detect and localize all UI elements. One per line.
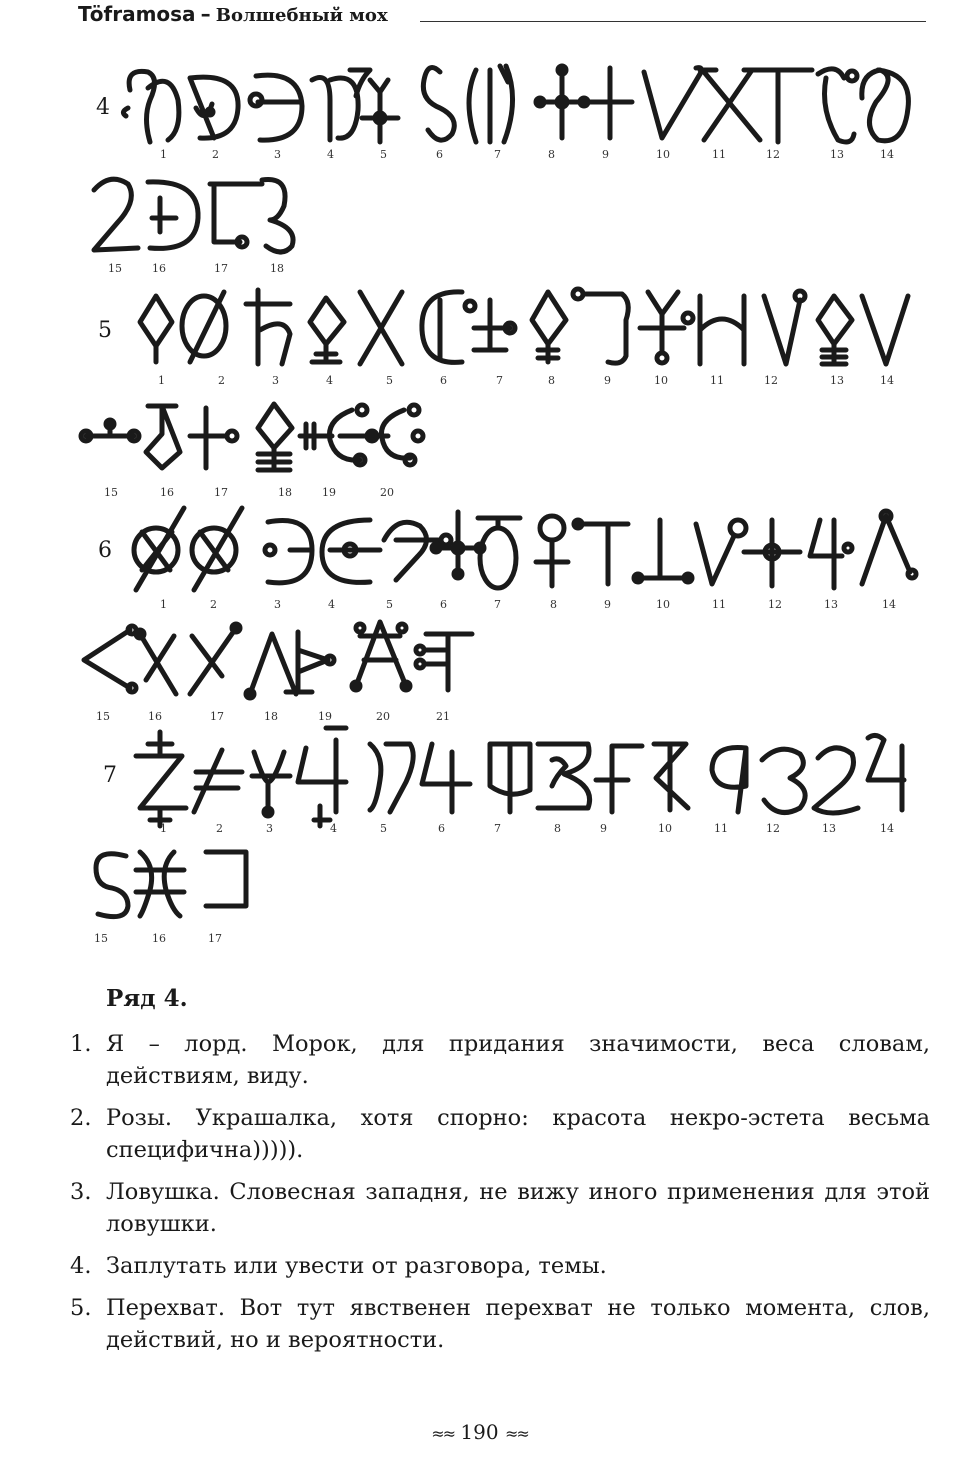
num: 17 (208, 932, 222, 945)
rune-7-13 (814, 748, 858, 813)
rune-4-18 (262, 180, 293, 252)
ornament-left: ≈≈ (431, 1424, 455, 1443)
rune-6-14 (862, 511, 916, 584)
num: 12 (764, 374, 778, 387)
rune-5-12 (764, 291, 805, 364)
num: 12 (766, 822, 780, 835)
rune-7-08 (538, 744, 590, 808)
num: 5 (386, 374, 393, 387)
num: 3 (272, 374, 279, 387)
num: 5 (386, 598, 393, 611)
rune-5-11 (700, 296, 744, 364)
rune-5-09 (573, 289, 628, 363)
numbers-row7-line2 (94, 932, 222, 945)
list-item (70, 1250, 930, 1282)
rune-5-08 (532, 292, 566, 362)
book-title: Töframosa (78, 2, 196, 26)
num: 10 (654, 374, 668, 387)
num: 7 (494, 598, 501, 611)
num: 13 (824, 598, 838, 611)
num: 1 (158, 374, 165, 387)
num: 8 (550, 598, 557, 611)
rune-7-16 (136, 852, 184, 916)
num: 14 (880, 822, 894, 835)
item-text: Я – лорд. Морок, для придания значимости, веса словам, действиям, виду. (106, 1031, 930, 1089)
list-item (70, 1176, 930, 1240)
num: 13 (830, 148, 844, 161)
rune-7-02 (194, 750, 242, 812)
num: 3 (266, 822, 273, 835)
rune-5-16 (146, 406, 180, 468)
num: 13 (830, 374, 844, 387)
num: 11 (714, 822, 728, 835)
numbers-row4-line2 (108, 262, 284, 275)
num: 4 (327, 148, 334, 161)
num: 17 (214, 486, 228, 499)
num: 15 (96, 710, 110, 723)
numbers-row4-line1 (160, 148, 894, 161)
rune-5-01 (140, 296, 172, 362)
num: 6 (438, 822, 445, 835)
rune-4-01 (123, 71, 178, 142)
num: 7 (494, 822, 501, 835)
rune-7-11 (712, 747, 746, 812)
header-dash: – (200, 2, 211, 26)
num: 1 (160, 148, 167, 161)
rune-7-17 (206, 852, 246, 906)
rune-4-10 (644, 68, 701, 138)
num: 16 (152, 262, 166, 275)
rune-6-13 (810, 520, 852, 588)
rune-4-15 (94, 179, 138, 250)
num: 1 (160, 822, 167, 835)
rune-6-07 (478, 518, 520, 588)
page-footer (0, 1420, 959, 1444)
num: 15 (104, 486, 118, 499)
num: 10 (656, 598, 670, 611)
list-item (70, 1028, 930, 1092)
item-text: Ловушка. Словесная западня, не вижу иного применения для этой ловушки. (106, 1179, 930, 1237)
num: 16 (160, 486, 174, 499)
num: 17 (210, 710, 224, 723)
num: 19 (322, 486, 336, 499)
num: 7 (494, 148, 501, 161)
num: 15 (108, 262, 122, 275)
num: 20 (380, 486, 394, 499)
num: 18 (278, 486, 292, 499)
row-label-6: 6 (98, 538, 112, 563)
num: 10 (656, 148, 670, 161)
item-number: 2. (70, 1105, 92, 1131)
rune-4-11 (700, 70, 760, 140)
num: 19 (318, 710, 332, 723)
num: 18 (270, 262, 284, 275)
num: 6 (440, 598, 447, 611)
num: 5 (380, 148, 387, 161)
rune-4-06 (423, 68, 454, 141)
item-number: 5. (70, 1295, 92, 1321)
rune-6-15 (84, 626, 136, 692)
rune-4-08 (536, 66, 588, 138)
page-number: 190 (460, 1420, 499, 1444)
rune-5-02 (182, 292, 226, 362)
numbers-row5-line2 (104, 486, 394, 499)
rune-6-03 (265, 521, 312, 583)
rune-5-03 (246, 290, 290, 364)
num: 9 (604, 598, 611, 611)
list-item (70, 1102, 930, 1166)
num: 2 (218, 374, 225, 387)
num: 2 (216, 822, 223, 835)
rune-6-06 (432, 512, 484, 578)
rune-4-02 (190, 77, 238, 138)
rune-5-04 (310, 298, 344, 362)
rune-6-18 (246, 634, 296, 698)
num: 10 (658, 822, 672, 835)
rune-7-15 (96, 854, 128, 917)
rune-5-15 (81, 420, 139, 441)
num: 18 (264, 710, 278, 723)
item-text: Перехват. Вот тут явственен перехват не только момента, слов, действий, но и вероятности. (106, 1295, 930, 1353)
num: 4 (330, 822, 337, 835)
rune-6-17 (190, 624, 240, 694)
num: 5 (380, 822, 387, 835)
rune-4-03 (250, 75, 302, 140)
rune-7-04 (298, 728, 346, 826)
rune-6-20 (352, 622, 410, 690)
rune-5-20 (329, 405, 423, 465)
rune-4-05 (362, 80, 398, 142)
num: 3 (274, 598, 281, 611)
num: 21 (436, 710, 450, 723)
rune-7-06 (422, 744, 470, 812)
numbers-row6-line1 (160, 598, 896, 611)
rune-4-09 (588, 68, 632, 138)
rune-4-14 (862, 70, 909, 141)
rune-7-09 (596, 746, 642, 812)
item-number: 3. (70, 1179, 92, 1205)
num: 11 (712, 148, 726, 161)
rune-5-13 (818, 296, 852, 364)
rune-6-02 (192, 508, 242, 590)
num: 9 (602, 148, 609, 161)
rune-6-04 (322, 520, 380, 582)
rune-6-21 (416, 634, 472, 690)
num: 4 (328, 598, 335, 611)
num: 12 (768, 598, 782, 611)
rune-6-11 (696, 520, 746, 584)
num: 17 (214, 262, 228, 275)
rune-5-05 (360, 292, 402, 364)
num: 12 (766, 148, 780, 161)
num: 13 (822, 822, 836, 835)
num: 9 (604, 374, 611, 387)
row-label-7: 7 (103, 763, 117, 788)
num: 14 (880, 148, 894, 161)
rune-6-09 (574, 520, 628, 584)
rune-4-04 (312, 70, 370, 140)
description-list (70, 1028, 930, 1356)
num: 20 (376, 710, 390, 723)
item-number: 4. (70, 1253, 92, 1279)
rune-5-06 (422, 292, 462, 362)
rune-6-01 (134, 508, 184, 590)
num: 6 (440, 374, 447, 387)
rune-6-10 (634, 520, 692, 582)
numbers-row5-line1 (158, 374, 894, 387)
item-text: Заплутать или увести от разговора, темы. (106, 1253, 607, 1279)
num: 14 (880, 374, 894, 387)
num: 8 (548, 148, 555, 161)
row-label-4: 4 (96, 95, 110, 120)
description-section (70, 985, 930, 1366)
num: 11 (712, 598, 726, 611)
section-heading: Ряд 4. (106, 985, 188, 1012)
num: 8 (548, 374, 555, 387)
num: 11 (710, 374, 724, 387)
num: 14 (882, 598, 896, 611)
rune-6-08 (536, 516, 568, 586)
rune-7-12 (762, 749, 805, 812)
num: 8 (554, 822, 561, 835)
rune-4-07 (469, 66, 513, 142)
rune-7-10 (654, 744, 688, 810)
rune-4-16 (148, 182, 198, 249)
item-number: 1. (70, 1031, 92, 1057)
rune-7-14 (868, 735, 904, 810)
rune-7-03 (252, 752, 290, 816)
rune-5-17 (190, 408, 237, 468)
ornament-right: ≈≈ (504, 1424, 528, 1443)
num: 2 (212, 148, 219, 161)
num: 6 (436, 148, 443, 161)
book-subtitle: Волшебный мох (215, 5, 388, 26)
rune-5-18 (258, 404, 292, 470)
rune-4-17 (210, 184, 262, 247)
num: 4 (326, 374, 333, 387)
numbers-row7-line1 (160, 822, 894, 835)
num: 1 (160, 598, 167, 611)
rune-6-12 (744, 520, 800, 586)
rune-4-13 (818, 69, 857, 142)
list-item (70, 1292, 930, 1356)
num: 3 (274, 148, 281, 161)
rune-7-07 (490, 744, 530, 812)
numbers-row6-line2 (96, 710, 450, 723)
rune-5-14 (862, 296, 908, 364)
rune-7-05 (370, 744, 413, 812)
num: 7 (496, 374, 503, 387)
num: 15 (94, 932, 108, 945)
num: 2 (210, 598, 217, 611)
rune-6-16 (136, 630, 176, 694)
rune-5-10 (640, 292, 693, 363)
num: 16 (148, 710, 162, 723)
rune-5-07 (465, 300, 515, 350)
num: 9 (600, 822, 607, 835)
rune-7-01 (136, 732, 186, 826)
row-label-5: 5 (98, 318, 112, 343)
item-text: Розы. Украшалка, хотя спорно: красота некро-эстета весьма специфична))))). (106, 1105, 930, 1163)
num: 16 (152, 932, 166, 945)
